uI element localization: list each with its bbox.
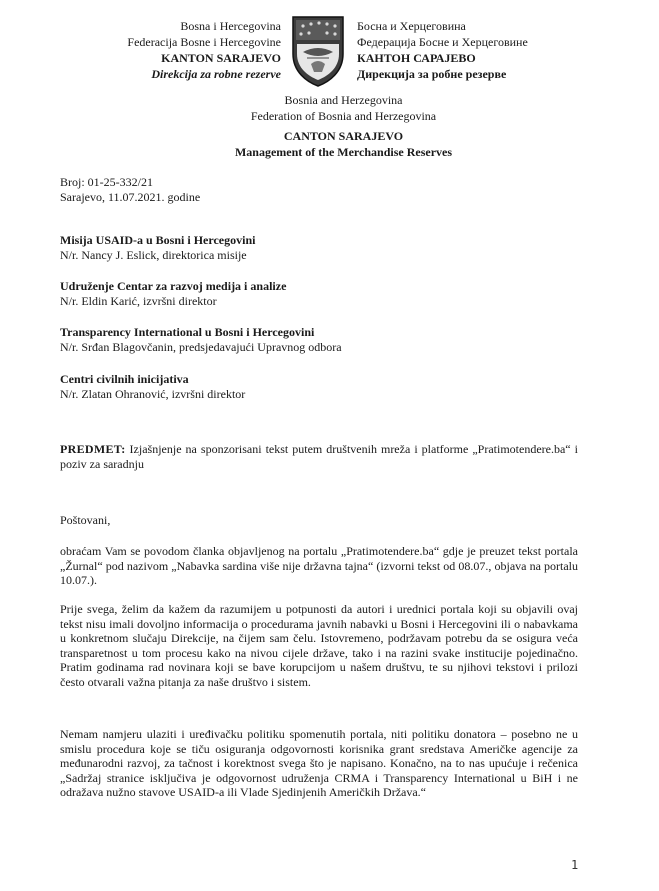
recipient-3 [60,325,342,355]
header-left-latin [127,18,281,82]
subject-line [60,442,578,471]
header-country-en: Bosnia and Herzegovina [284,93,403,107]
header-english [0,92,659,160]
reference-number: Broj: 01-25-332/21 [60,175,153,189]
body-paragraph-3: Nemam namjeru ulaziti i uređivačku politiku spomenutih portala, niti politiku donatora – posebno ne u smislu procedura koje se tiču osiguranja odgovornosti korisnika grant sredstava Američke agencije za međunarodni razvoj, za tačnost i korektnost svega što je napisano. Konačno, na to nas upućuje i rečenica „Sadržaj stranice isključiva je odgovornost udruženja CRMA i Transparency International u BiH i ne odražava nužno stavove USAID-a ili Vlade Sjedinjenih Američkih Država.“ [60,727,578,800]
header-federation-en: Federation of Bosnia and Herzegovina [250,109,437,123]
header-country-cyr: Босна и Херцеговина [357,19,466,33]
header-canton: KANTON SARAJEVO [161,51,281,65]
reference-date: Sarajevo, 11.07.2021. godine [60,190,201,204]
reference-block [60,175,200,205]
recipient-org: Centri civilnih inicijativa [60,372,189,386]
body-paragraph-2: Prije svega, želim da kažem da razumijem u potpunosti da autori i urednici portala koji su objavili ovaj tekst nisu imali dovoljno informacija o procedurama javnih nabavki u Bosni i Hercegovini ili o nabavkama u konkretnom slučaju Direkcije, na čijem sam čelu. Istovremeno, podržavam potrebu da se osigura veća transparetnost u tom procesu kako na nivou cijele države, tako i na razini svake institucije pojedinačno. Pratim godinama rad novinara koji se bave korupcijom u našem društvu, te su njihovi tekstovi i prilozi često otvarali važna pitanja za naše društvo i sistem. [60,602,578,689]
subject-text: Izjašnjenje na sponzorisani tekst putem društvenih mreža i platforme „Pratimotendere.ba“ i poziv za saradnju [60,442,578,471]
header-canton-en: CANTON SARAJEVO [283,129,404,143]
header-country: Bosna i Hercegovina [180,19,281,33]
header-directorate-en: Management of the Merchandise Reserves [234,145,453,159]
header-directorate: Direkcija za robne rezerve [151,67,281,81]
salutation: Poštovani, [60,513,111,527]
header-federation-cyr: Федерација Босне и Херцеговине [357,35,528,49]
header-directorate-cyr: Дирекција за робне резерве [357,67,507,81]
header-canton-cyr: КАНТОН САРАЈЕВО [357,51,476,65]
recipient-org: Misija USAID-a u Bosni i Hercegovini [60,233,256,247]
recipient-org: Transparency International u Bosni i Hercegovini [60,325,315,339]
canton-sarajevo-coat-of-arms-icon [289,14,347,88]
recipient-4 [60,372,245,402]
recipient-2 [60,279,286,309]
header-right-cyrillic [357,18,528,82]
subject-label: PREDMET: [60,442,126,456]
recipient-attn: N/r. Srđan Blagovčanin, predsjedavajući Upravnog odbora [60,340,342,354]
body-paragraph-1: obraćam Vam se povodom članka objavljenog na portalu „Pratimotendere.ba“ gdje je preuzet tekst portala „Žurnal“ pod nazivom „Nabavka sardina više nije državna tajna“ (izvorni tekst od 08.07., objava na portalu 10.07.). [60,544,578,588]
recipient-org: Udruženje Centar za razvoj medija i analize [60,279,287,293]
recipient-attn: N/r. Zlatan Ohranović, izvršni direktor [60,387,246,401]
recipient-1 [60,233,255,263]
header-federation: Federacija Bosne i Hercegovine [127,35,281,49]
recipient-attn: N/r. Nancy J. Eslick, direktorica misije [60,248,247,262]
page-number: 1 [571,858,579,872]
recipient-attn: N/r. Eldin Karić, izvršni direktor [60,294,217,308]
